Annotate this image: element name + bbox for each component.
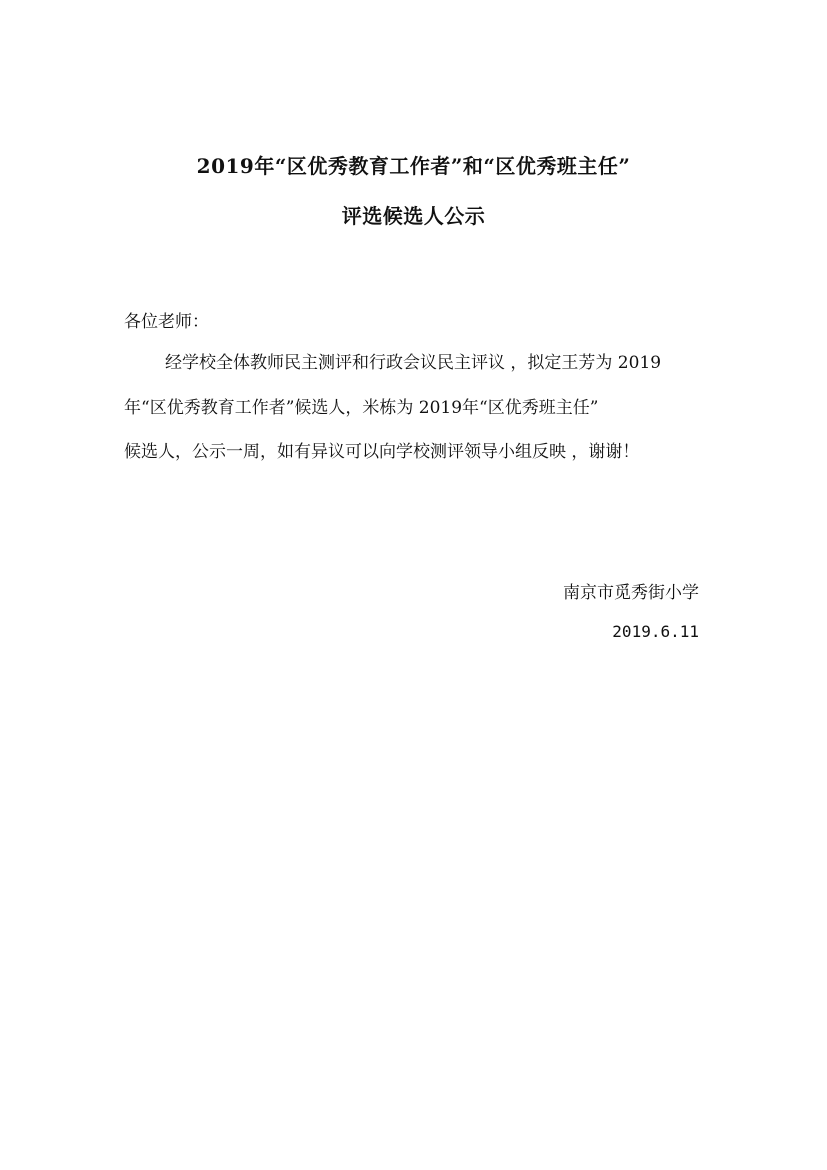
document-title-line-1: 2019年“区优秀教育工作者”和“区优秀班主任” [196,154,631,178]
signature-organization: 南京市觅秀街小学 [563,583,699,603]
signature-date: 2019.6.11 [612,622,699,641]
body-line: 候选人，公示一周，如有异议可以向学校测评领导小组反映 ，谢谢！ [124,442,640,462]
document-title-line-2: 评选候选人公示 [341,204,486,228]
body-line: 经学校全体教师民主测评和行政会议民主评议 ，拟定王芳为 2019 [165,353,662,373]
greeting: 各位老师： [124,312,209,332]
body-line: 年“区优秀教育工作者”候选人，米栋为 2019年“区优秀班主任” [124,398,599,418]
